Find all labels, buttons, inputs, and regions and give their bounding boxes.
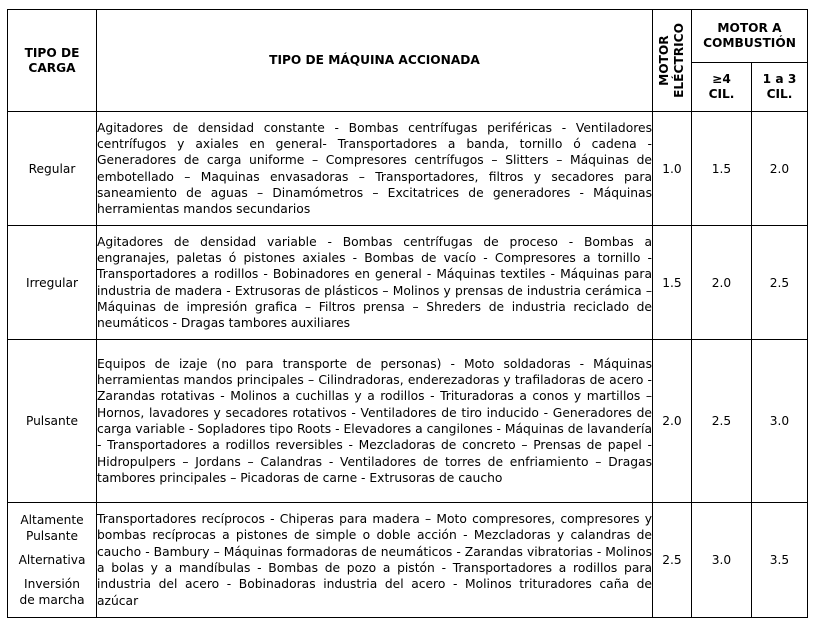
electric-factor: 1.5 (653, 226, 692, 340)
combustion-4plus-factor: 2.0 (692, 226, 752, 340)
header-load-type-line1: TIPO DE (24, 45, 80, 60)
machines-cell: Equipos de izaje (no para transporte de personas) - Moto soldadoras - Máquinas herramientas mandos principales – Cilindradoras, enderezadoras y trafiladoras de acero - Zarandas rotativas - Molinos a cuchillas y a rodillos - Trituradoras a conos y martillos – Hornos, lavadores y secadores rotativos - Ventiladores de tiro inducido - Generadores de carga variable - Sopladores tipo Roots - Elevadores a cangilones - Máquinas de lavandería - Transportadores a rodillos reversibles - Mezcladoras de concreto – Prensas de papel - Hidropulpers – Jordans – Calandras - Ventiladores de torres de enfriamiento – Dragas tambores principales – Picadoras de carne - Extrusoras de caucho (97, 340, 653, 503)
combustion-4plus-factor: 1.5 (692, 112, 752, 226)
table-row (8, 226, 808, 340)
header-load-type-line2: CARGA (28, 60, 76, 75)
combustion-4plus-factor: 3.0 (692, 503, 752, 618)
header-cyl-4plus-line2: CIL. (708, 87, 735, 101)
load-type-line: de marcha (19, 593, 85, 607)
load-type-cell: Pulsante (8, 340, 97, 503)
header-cyl-1to3-line1: 1 a 3 (762, 72, 797, 86)
machines-cell: Agitadores de densidad variable - Bombas centrífugas de proceso - Bombas a engranajes, paletas ó pistones axiales - Bombas de vacío - Compresores a tornillo - Transportadores a rodillos - Bobinadores en general - Máquinas textiles - Máquinas para industria de madera - Extrusoras de plásticos – Molinos y prensas de industria cerámica – Máquinas de impresión grafica – Filtros prensa – Shreders de industria reciclado de neumáticos - Dragas tambores auxiliares (97, 226, 653, 340)
header-electric-motor (653, 10, 692, 112)
combustion-1to3-factor: 3.0 (752, 340, 808, 503)
combustion-1to3-factor: 3.5 (752, 503, 808, 618)
load-type-line: Alternativa (18, 553, 86, 567)
header-combustion-motor (692, 10, 808, 63)
electric-factor: 2.5 (653, 503, 692, 618)
load-type-cell: Regular (8, 112, 97, 226)
load-type-cell (8, 503, 97, 618)
table-row (8, 112, 808, 226)
combustion-1to3-factor: 2.5 (752, 226, 808, 340)
load-type-cell: Irregular (8, 226, 97, 340)
header-cyl-4plus-line1: ≥4 (712, 72, 731, 86)
header-electric-motor-line2: ELÉCTRICO (672, 23, 686, 98)
header-cyl-1to3-line2: CIL. (766, 87, 793, 101)
electric-factor: 2.0 (653, 340, 692, 503)
header-combustion-line1: MOTOR A (717, 21, 782, 35)
electric-factor: 1.0 (653, 112, 692, 226)
machines-cell: Agitadores de densidad constante - Bombas centrífugas periféricas - Ventiladores centrífugos y axiales en general- Transportadores a banda, tornillo ó cadena - Generadores de carga uniforme – Compresores centrífugos – Slitters – Máquinas de embotellado – Maquinas envasadoras – Transportadores, filtros y secadores para saneamiento de aguas – Dinamómetros – Excitatrices de generadores - Máquinas herramientas mandos secundarios (97, 112, 653, 226)
table-row (8, 503, 808, 618)
load-type-line: Pulsante (25, 529, 79, 543)
header-machine-type: TIPO DE MÁQUINA ACCIONADA (97, 10, 653, 112)
header-cyl-1to3 (752, 63, 808, 112)
machines-cell: Transportadores recíprocos - Chiperas para madera – Moto compresores, compresores y bombas recíprocas a pistones de simple o doble acción - Mezcladoras y calandras de caucho - Bambury – Máquinas formadoras de neumáticos - Zarandas vibratorias - Molinos a bolas y a mandíbulas - Bombas de pozo a pistón - Transportadores a rodillos para industria del acero - Bobinadoras industria del acero - Molinos trituradores caña de azúcar (97, 503, 653, 618)
header-cyl-4plus (692, 63, 752, 112)
service-factor-table (7, 9, 808, 618)
header-combustion-line2: COMBUSTIÓN (703, 36, 796, 50)
load-type-line: Inversión (24, 577, 80, 591)
header-load-type (8, 10, 97, 112)
header-electric-motor-line1: MOTOR (657, 35, 671, 86)
combustion-4plus-factor: 2.5 (692, 340, 752, 503)
combustion-1to3-factor: 2.0 (752, 112, 808, 226)
load-type-line: Altamente (20, 513, 84, 527)
table-row (8, 340, 808, 503)
